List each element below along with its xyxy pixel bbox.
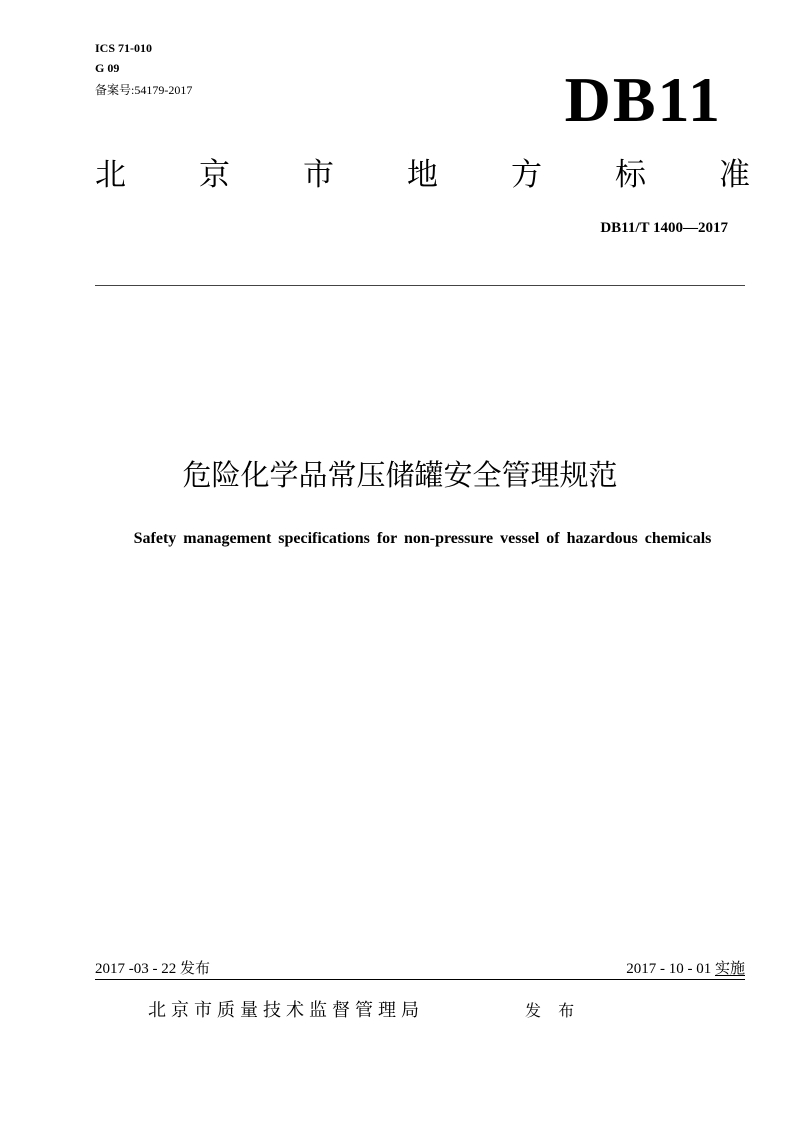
publisher-name: 北京市质量技术监督管理局 bbox=[148, 1000, 424, 1021]
implementation-date-value: 2017 - 10 - 01 bbox=[626, 961, 715, 977]
standard-number: DB11/T 1400—2017 bbox=[600, 220, 728, 236]
footer-divider bbox=[95, 979, 745, 980]
implementation-date bbox=[626, 960, 745, 978]
standard-type-char: 标 bbox=[615, 157, 646, 193]
document-title-english: Safety management specifications for non-pressure vessel of hazardous chemicals bbox=[133, 530, 712, 547]
ics-code: ICS 71-010 bbox=[95, 41, 153, 55]
issue-date: 2017 -03 - 22 发布 bbox=[95, 961, 210, 977]
publish-label: 发 布 bbox=[525, 1001, 581, 1020]
standard-type-char: 准 bbox=[719, 157, 750, 193]
classification-code: G 09 bbox=[95, 61, 120, 75]
standard-type-char: 方 bbox=[511, 157, 542, 193]
implementation-label: 实施 bbox=[714, 961, 745, 977]
standard-logo: DB11 bbox=[564, 64, 722, 135]
standard-type-char: 市 bbox=[303, 157, 334, 193]
standard-type-char: 京 bbox=[199, 157, 230, 193]
header-divider bbox=[95, 285, 745, 286]
document-title-chinese: 危险化学品常压储罐安全管理规范 bbox=[182, 458, 618, 492]
standard-type-char: 地 bbox=[407, 157, 438, 193]
standard-type bbox=[95, 155, 750, 195]
standard-type-char: 北 bbox=[95, 157, 126, 193]
record-number: 备案号:54179-2017 bbox=[95, 83, 193, 97]
